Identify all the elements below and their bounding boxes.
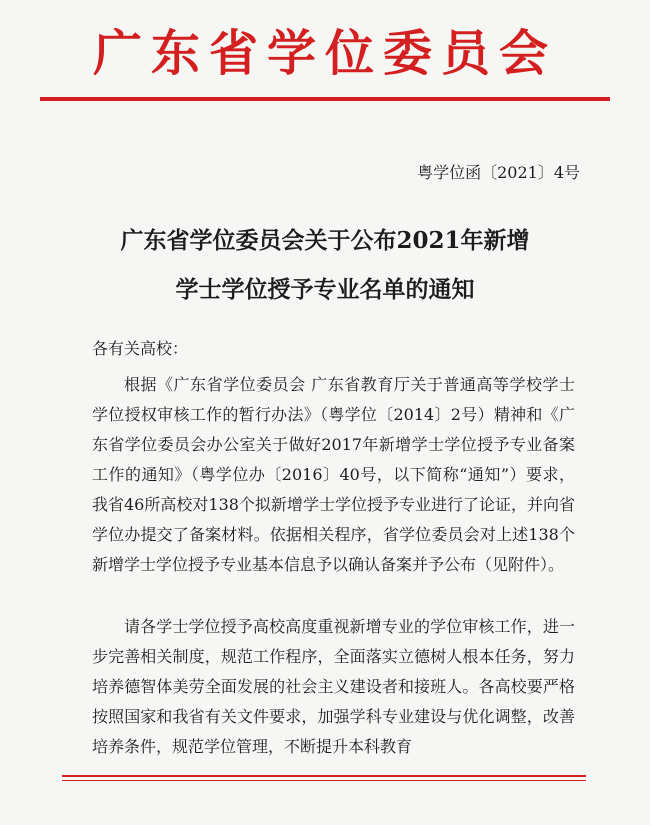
document-title-line-2: 学士学位授予专业名单的通知 [175, 276, 475, 303]
red-footer-rule-thin [62, 780, 586, 781]
red-footer-rule [62, 775, 586, 777]
body-paragraph-2: 请各学士学位授予高校高度重视新增专业的学位审核工作，进一步完善相关制度，规范工作程序，全面落实立德树人根本任务，努力培养德智体美劳全面发展的社会主义建设者和接班人。各高校要严格按照国家和我省有关文件要求，加强学科专业建设与优化调整，改善培养条件，规范学位管理，不断提升本科教育 [92, 617, 575, 756]
issuing-organization-header: 广东省学位委员会 [92, 24, 557, 82]
document-title-line-1: 广东省学位委员会关于公布2021年新增 [120, 227, 530, 254]
document-number: 粤学位函〔2021〕4号 [417, 163, 580, 182]
red-header-rule [40, 97, 610, 101]
body-paragraph-1: 根据《广东省学位委员会 广东省教育厅关于普通高等学校学士学位授权审核工作的暂行办法》（粤学位〔2014〕2号）精神和《广东省学位委员会办公室关于做好2017年新增学士学位授予专业备案工作的通知》（粤学位办〔2016〕40号，以下简称“通知”）要求，我省46所高校对138个拟新增学士学位授予专业进行了论证，并向省学位办提交了备案材料。依据相关程序，省学位委员会对上述138个新增学士学位授予专业基本信息予以确认备案并予公布（见附件）。 [92, 375, 575, 574]
salutation: 各有关高校： [92, 339, 189, 358]
